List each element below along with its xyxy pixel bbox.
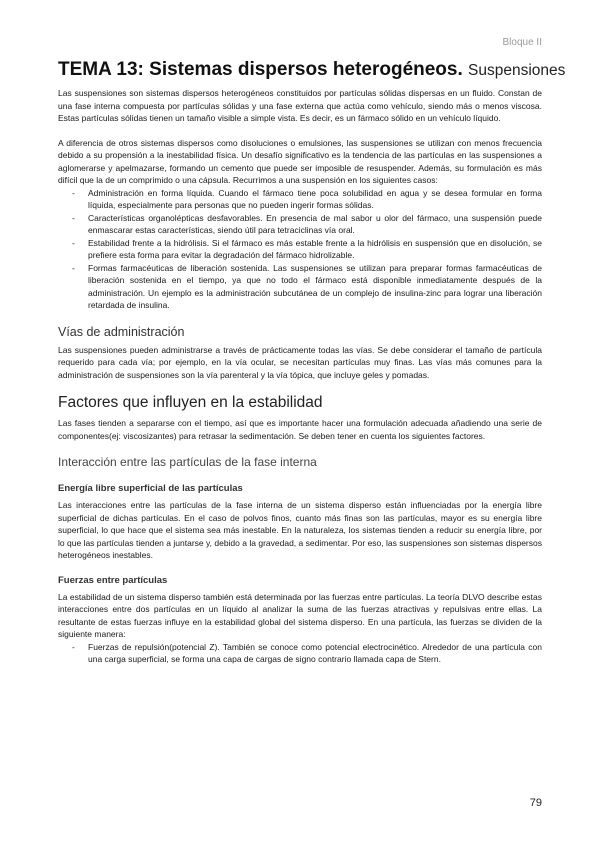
title-subtitle: Suspensiones — [468, 62, 566, 79]
list-item: - Características organolépticas desfavorables. En presencia de mal sabor u olor del fármaco, una suspensión puede enmascarar estas características, siendo útil para tetraciclinas vía oral. — [88, 212, 542, 237]
page-number: 79 — [529, 797, 542, 809]
energia-paragraph: Las interacciones entre las partículas de la fase interna de un sistema disperso están influenciadas por la energía libre superficial de dichas partículas. En el caso de polvos finos, cuanto más finas son las partículas, mayor es su energía libre superficial, lo que hace que el sistema sea más inestable. En la naturaleza, los sistemas tienden a reducir su energía libre, por lo que las partículas tienden a juntarse y, debido a la gravedad, a sedimentar. Por eso, las suspensiones son sistemas dispersos heterogéneos inestables. — [58, 500, 542, 560]
list-item: - Administración en forma líquida. Cuando el fármaco tiene poca solubilidad en agua y se desea formular en forma líquida, especialmente para personas que no pueden ingerir formas sólidas. — [88, 187, 542, 212]
intro-paragraph-2: A diferencia de otros sistemas dispersos como disoluciones o emulsiones, las suspensiones se utilizan con menos frecuencia debido a su propensión a la inestabilidad física. Un desafío significativo es la tendencia de las partículas en las suspensiones a aglomerarse y apelmazarse, formando un cemento que puede ser imposible de resuspender. Además, su formulación es más difícil que la de un comprimido o una cápsula. Recurrimos a una suspensión en los siguientes casos: — [58, 137, 542, 185]
intro-paragraph-1: Las suspensiones son sistemas dispersos heterogéneos constituidos por partículas sólidas dispersas en un fluido. Constan de una fase interna compuesta por partículas sólidas y una fase externa que actúa como vehículo, siendo más o menos viscosa. Estas partículas sólidas tienen un tamaño visible a simple vista. Es decir, es un fármaco sólido en un vehículo líquido. — [58, 88, 542, 123]
block-label: Bloque II — [502, 37, 542, 48]
title-main: TEMA 13: Sistemas dispersos heterogéneos. — [58, 59, 463, 80]
fuerzas-paragraph: La estabilidad de un sistema disperso también está determinada por las fuerzas entre partículas. La teoría DLVO describe estas interacciones entre dos partículas en un líquido al analizar la suma de las fuerzas atractivas y repulsivas entre ellas. La resultante de estas fuerzas influye en la estabilidad global del sistema disperso. En una partícula, las fuerzas se dividen de la siguiente manera: — [58, 591, 542, 639]
section-heading-factores: Factores que influyen en la estabilidad — [58, 394, 323, 411]
section-heading-vias: Vías de administración — [58, 324, 185, 339]
heading-fuerzas: Fuerzas entre partículas — [58, 574, 168, 586]
cases-list — [58, 187, 542, 312]
list-item: - Estabilidad frente a la hidrólisis. Si el fármaco es más estable frente a la hidrólisis en suspensión que en disolución, se prefiere esta forma para evitar la degradación del fármaco hidrolizable. — [88, 237, 542, 262]
subsection-heading-interaccion: Interacción entre las partículas de la fase interna — [58, 455, 317, 469]
vias-paragraph: Las suspensiones pueden administrarse a través de prácticamente todas las vías. Se debe considerar el tamaño de partícula requerido para cada vía; por ejemplo, en la vía ocular, se necesitan partículas muy finas. Las vías más comunes para la administración de suspensiones son la vía parenteral y la vía tópica, que incluye geles y pomadas. — [58, 344, 542, 380]
list-item: - Fuerzas de repulsión(potencial Z). También se conoce como potencial electrocinético. Alrededor de una partícula con una carga superficial, se forma una capa de cargas de signo contrario llamada capa de Stern. — [88, 641, 542, 666]
fuerzas-list — [58, 641, 542, 666]
list-item: - Formas farmacéuticas de liberación sostenida. Las suspensiones se utilizan para preparar formas farmacéuticas de liberación sostenida en el tiempo, ya que no todo el fármaco está disponible inmediatamente después de la administración. Un ejemplo es la administración subcutánea de un complejo de insulina-zinc para lograr una liberación retardada de insulina. — [88, 262, 542, 312]
page-content — [58, 58, 566, 666]
factores-paragraph: Las fases tienden a separarse con el tiempo, así que es importante hacer una formulación adecuada añadiendo una serie de componentes(ej: viscosizantes) para retrasar la sedimentación. Se deben tener en cuenta los siguientes factores. — [58, 418, 542, 441]
heading-energia: Energía libre superficial de las partículas — [58, 483, 243, 494]
page-title — [58, 58, 566, 83]
